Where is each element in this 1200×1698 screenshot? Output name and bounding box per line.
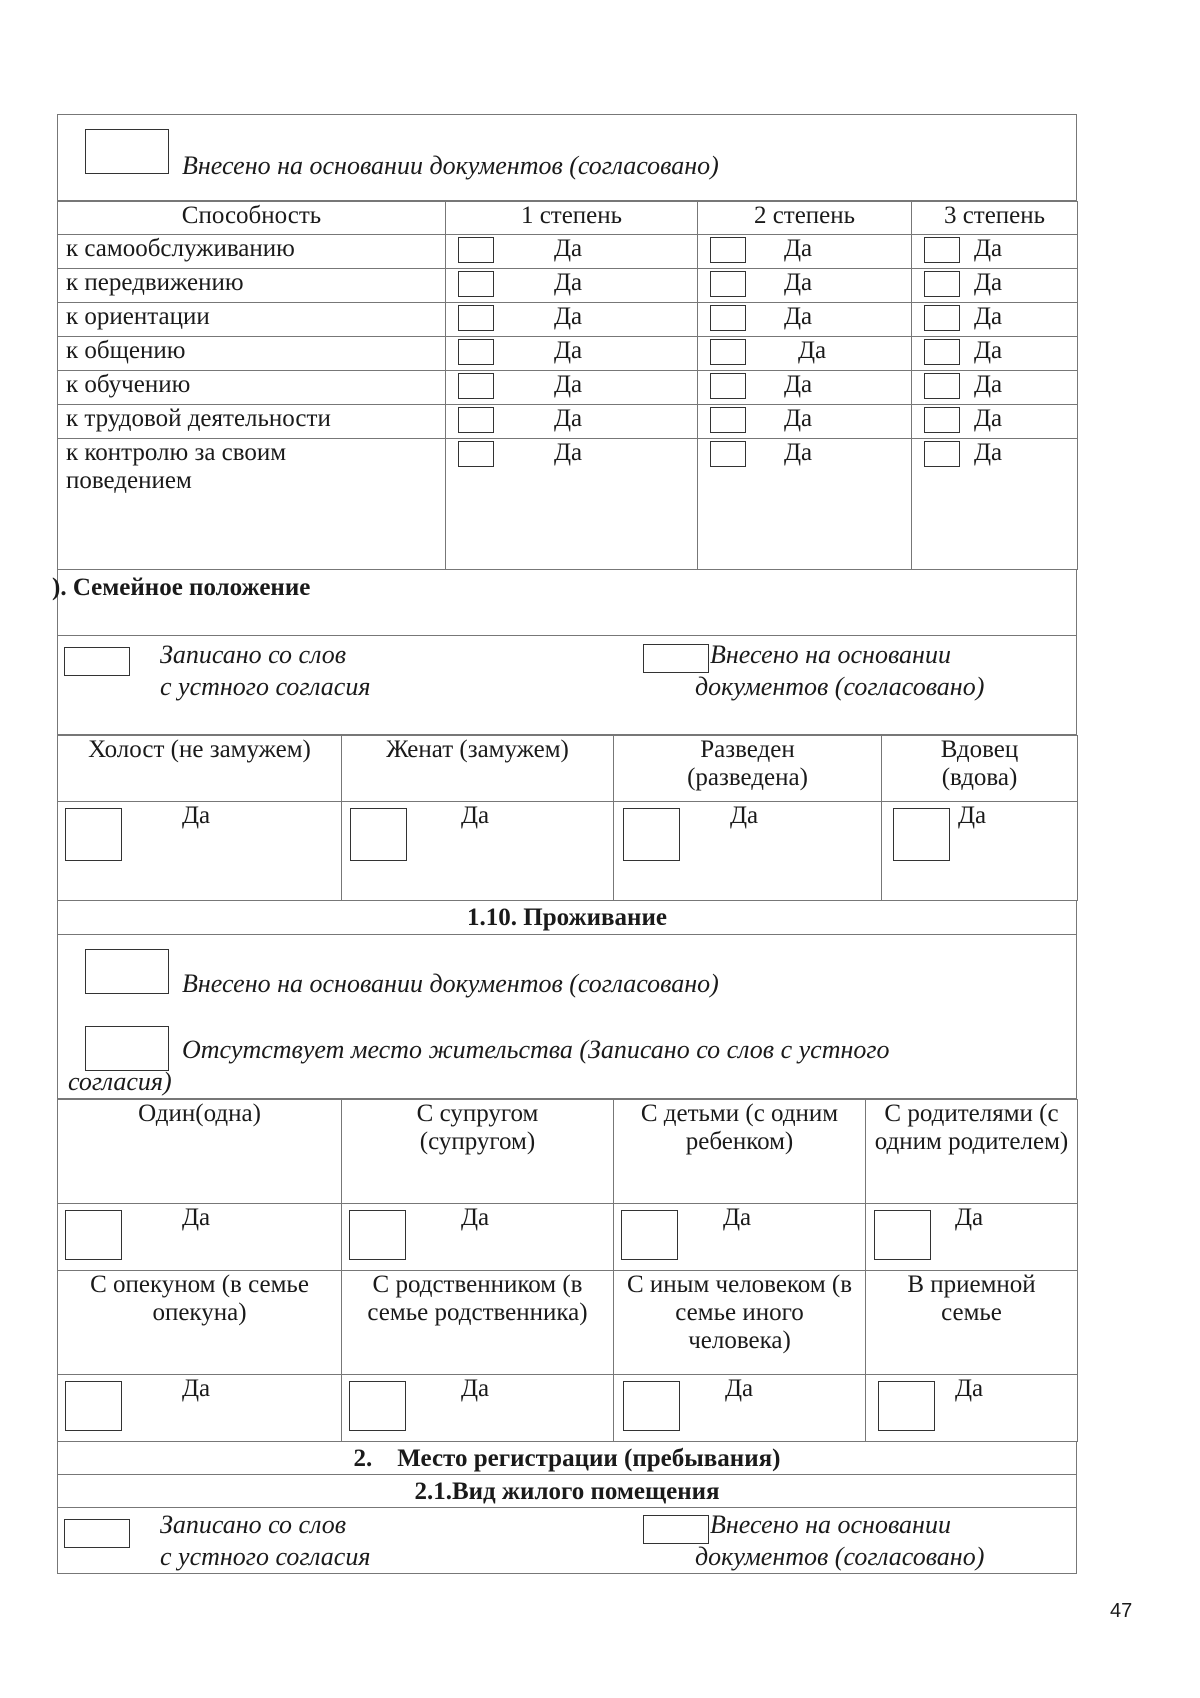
foster-option: В приемной семье: [866, 1271, 1078, 1375]
ability-header-row: [58, 202, 1078, 235]
widowed-checkbox[interactable]: [893, 808, 950, 861]
family-title: ). Семейное положение: [52, 574, 311, 601]
spouse-option: С супругом (супругом): [342, 1100, 614, 1204]
degree-3-checkbox[interactable]: [924, 373, 960, 399]
divorced-checkbox[interactable]: [623, 808, 680, 861]
degree-1-checkbox[interactable]: [458, 373, 494, 399]
ability-table: [57, 201, 1078, 570]
living-options-row-2: [58, 1271, 1078, 1375]
ability-header: Способность: [58, 202, 446, 235]
foster-checkbox[interactable]: [878, 1381, 935, 1431]
ability-row: [58, 371, 1078, 405]
degree-3-checkbox[interactable]: [924, 237, 960, 263]
degree-1-checkbox[interactable]: [458, 305, 494, 331]
degree-1-checkbox[interactable]: [458, 237, 494, 263]
ability-row: [58, 235, 1078, 269]
married-option: Женат (замужем): [342, 736, 614, 802]
ability-row: [58, 269, 1078, 303]
ability-label: к трудовой деятельности: [58, 405, 446, 439]
ability-label: к ориентации: [58, 303, 446, 337]
no-residence-line1: Отсутствует место жительства (Записано со слов с устного: [182, 1035, 890, 1064]
yes-label: Да: [974, 439, 1003, 466]
form: [52, 114, 1077, 1574]
housing-type-title: 2.1.Вид жилого помещения: [414, 1478, 720, 1505]
yes-label: Да: [784, 371, 813, 398]
degree-1-checkbox[interactable]: [458, 339, 494, 365]
yes-label: Да: [784, 235, 813, 262]
yes-label: Да: [974, 303, 1003, 330]
degree-3-checkbox[interactable]: [924, 271, 960, 297]
living-source-section: [57, 935, 1077, 1099]
reg-recorded-checkbox[interactable]: [64, 1519, 130, 1548]
yes-label: Да: [955, 1375, 984, 1402]
spouse-checkbox[interactable]: [349, 1210, 406, 1260]
relative-option: С родственником (в семье родственника): [342, 1271, 614, 1375]
ability-row: [58, 337, 1078, 371]
yes-label: Да: [554, 405, 583, 432]
yes-label: Да: [723, 1204, 752, 1231]
guardian-checkbox[interactable]: [65, 1381, 122, 1431]
living-docs-label: Внесено на основании документов (согласовано): [182, 969, 719, 998]
recorded-checkbox[interactable]: [64, 647, 130, 676]
yes-label: Да: [974, 371, 1003, 398]
living-table: [57, 1099, 1078, 1442]
degree-2-checkbox[interactable]: [710, 407, 746, 433]
degree-3-checkbox[interactable]: [924, 441, 960, 467]
family-title-section: [52, 570, 1077, 636]
yes-label: Да: [182, 802, 211, 829]
degree-1-checkbox[interactable]: [458, 271, 494, 297]
living-title-section: [57, 901, 1077, 935]
reg-entered-line1: Внесено на основании: [710, 1510, 951, 1539]
ability-label: к самообслуживанию: [58, 235, 446, 269]
ability-label: к обучению: [58, 371, 446, 405]
entered-checkbox[interactable]: [643, 644, 709, 673]
living-options-row-1: [58, 1100, 1078, 1204]
reg-recorded-line1: Записано со слов: [160, 1510, 347, 1539]
reg-entered-checkbox[interactable]: [643, 1515, 709, 1544]
single-checkbox[interactable]: [65, 808, 122, 861]
children-option: С детьми (с одним ребенком): [614, 1100, 866, 1204]
degree-2-checkbox[interactable]: [710, 373, 746, 399]
registration-source-section: [57, 1508, 1077, 1574]
family-table: [57, 735, 1078, 901]
degree-3-header: 3 степень: [912, 202, 1078, 235]
parents-option: С родителями (с одним родителем): [866, 1100, 1078, 1204]
ability-label: к передвижению: [58, 269, 446, 303]
yes-label: Да: [784, 439, 813, 466]
degree-1-header: 1 степень: [446, 202, 698, 235]
yes-label: Да: [958, 802, 987, 829]
children-checkbox[interactable]: [621, 1210, 678, 1260]
yes-label: Да: [554, 439, 583, 466]
degree-2-checkbox[interactable]: [710, 339, 746, 365]
docs-label: Внесено на основании документов (согласовано): [182, 151, 719, 180]
ability-label: к контролю за своим поведением: [58, 439, 446, 570]
registration-title: 2. Место регистрации (пребывания): [353, 1445, 781, 1472]
yes-label: Да: [974, 405, 1003, 432]
married-checkbox[interactable]: [350, 808, 407, 861]
living-docs-checkbox[interactable]: [85, 949, 169, 994]
reg-entered-line2: документов (согласовано): [695, 1542, 985, 1571]
yes-label: Да: [784, 269, 813, 296]
yes-label: Да: [182, 1204, 211, 1231]
degree-3-checkbox[interactable]: [924, 305, 960, 331]
guardian-option: С опекуном (в семье опекуна): [58, 1271, 342, 1375]
degree-2-checkbox[interactable]: [710, 271, 746, 297]
yes-label: Да: [955, 1204, 984, 1231]
yes-label: Да: [798, 337, 827, 364]
living-title: 1.10. Проживание: [467, 904, 667, 931]
yes-label: Да: [730, 802, 759, 829]
recorded-line1: Записано со слов: [160, 640, 347, 669]
degree-1-checkbox[interactable]: [458, 407, 494, 433]
degree-2-checkbox[interactable]: [710, 441, 746, 467]
yes-label: Да: [554, 303, 583, 330]
ability-label: к общению: [58, 337, 446, 371]
housing-type-section: [57, 1475, 1077, 1508]
yes-label: Да: [461, 802, 490, 829]
registration-title-section: [57, 1442, 1077, 1475]
divorced-option: Разведен (разведена): [614, 736, 882, 802]
yes-label: Да: [725, 1375, 754, 1402]
page-number: 47: [1110, 1600, 1133, 1622]
ability-row: [58, 303, 1078, 337]
reg-recorded-line2: с устного согласия: [160, 1542, 371, 1571]
top-docs-section: [57, 114, 1077, 201]
degree-3-checkbox[interactable]: [924, 407, 960, 433]
family-options-row: [58, 736, 1078, 802]
yes-label: Да: [784, 303, 813, 330]
degree-1-checkbox[interactable]: [458, 441, 494, 467]
yes-label: Да: [974, 235, 1003, 262]
no-residence-line2: согласия): [68, 1067, 172, 1096]
family-checkbox-row: [58, 802, 1078, 901]
degree-2-checkbox[interactable]: [710, 237, 746, 263]
docs-checkbox[interactable]: [85, 129, 169, 174]
yes-label: Да: [974, 269, 1003, 296]
entered-line2: документов (согласовано): [695, 672, 985, 701]
alone-option: Один(одна): [58, 1100, 342, 1204]
yes-label: Да: [554, 235, 583, 262]
yes-label: Да: [461, 1204, 490, 1231]
living-checkbox-row-2: [58, 1375, 1078, 1442]
ability-row: [58, 439, 1078, 570]
other-person-option: С иным человеком (в семье иного человека): [614, 1271, 866, 1375]
recorded-line2: с устного согласия: [160, 672, 371, 701]
degree-3-checkbox[interactable]: [924, 339, 960, 365]
single-option: Холост (не замужем): [58, 736, 342, 802]
living-checkbox-row-1: [58, 1204, 1078, 1271]
yes-label: Да: [554, 371, 583, 398]
yes-label: Да: [182, 1375, 211, 1402]
family-source-section: [57, 636, 1077, 735]
relative-checkbox[interactable]: [349, 1381, 406, 1431]
degree-2-header: 2 степень: [698, 202, 912, 235]
widowed-option: Вдовец (вдова): [882, 736, 1078, 802]
yes-label: Да: [461, 1375, 490, 1402]
no-residence-checkbox[interactable]: [85, 1026, 169, 1071]
yes-label: Да: [784, 405, 813, 432]
yes-label: Да: [554, 337, 583, 364]
yes-label: Да: [974, 337, 1003, 364]
yes-label: Да: [554, 269, 583, 296]
degree-2-checkbox[interactable]: [710, 305, 746, 331]
entered-line1: Внесено на основании: [710, 640, 951, 669]
ability-row: [58, 405, 1078, 439]
other-person-checkbox[interactable]: [623, 1381, 680, 1431]
parents-checkbox[interactable]: [874, 1210, 931, 1260]
alone-checkbox[interactable]: [65, 1210, 122, 1260]
